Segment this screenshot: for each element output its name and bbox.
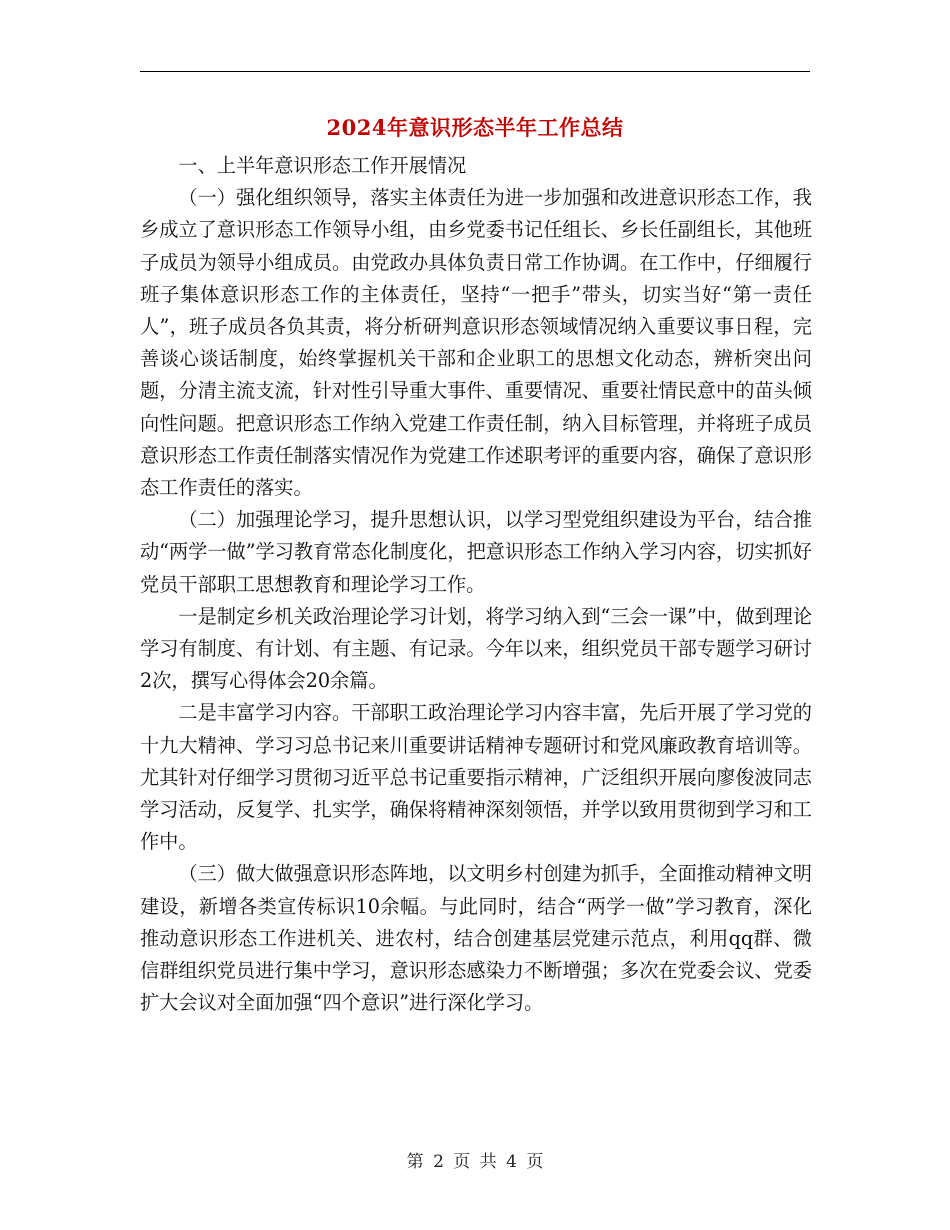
page-number-footer: 第 2 页 共 4 页	[406, 1152, 544, 1172]
document-title: 2024年意识形态半年工作总结	[326, 115, 624, 140]
document-body	[140, 150, 812, 1019]
section-heading: 一、上半年意识形态工作开展情况	[178, 154, 467, 177]
paragraph-positions: （三）做大做强意识形态阵地，以文明乡村创建为抓手，全面推动精神文明建设，新增各类宣传标识10余幅。与此同时，结合“两学一做”学习教育，深化推动意识形态工作进机关、进农村，结合创建基层党建示范点，利用qq群、微信群组织党员进行集中学习，意识形态感染力不断增强；多次在党委会议、党委扩大会议对全面加强“四个意识”进行深化学习。	[140, 862, 812, 1015]
header-rule	[140, 71, 810, 72]
paragraph-study-plan: 一是制定乡机关政治理论学习计划，将学习纳入到“三会一课”中，做到理论学习有制度、有计划、有主题、有记录。今年以来，组织党员干部专题学习研讨2次，撰写心得体会20余篇。	[140, 604, 813, 693]
paragraph-study-content: 二是丰富学习内容。干部职工政治理论学习内容丰富，先后开展了学习党的十九大精神、学习习总书记来川重要讲话精神专题研讨和党风廉政教育培训等。尤其针对仔细学习贯彻习近平总书记重要指示精神，广泛组织开展向廖俊波同志学习活动，反复学、扎实学，确保将精神深刻领悟，并学以致用贯彻到学习和工作中。	[140, 701, 812, 854]
paragraph-theory-study: （二）加强理论学习，提升思想认识，以学习型党组织建设为平台，结合推动“两学一做”学习教育常态化制度化，把意识形态工作纳入学习内容，切实抓好党员干部职工思想教育和理论学习工作。	[140, 508, 812, 596]
paragraph-organization: （一）强化组织领导，落实主体责任为进一步加强和改进意识形态工作，我乡成立了意识形态工作领导小组，由乡党委书记任组长、乡长任副组长，其他班子成员为领导小组成员。由党政办具体负责日常工作协调。在工作中，仔细履行班子集体意识形态工作的主体责任，坚持“一把手”带头，切实当好“第一责任人”，班子成员各负其责，将分析研判意识形态领域情况纳入重要议事日程，完善谈心谈话制度，始终掌握机关干部和企业职工的思想文化动态，辨析突出问题，分清主流支流，针对性引导重大事件、重要情况、重要社情民意中的苗头倾向性问题。把意识形态工作纳入党建工作责任制，纳入目标管理，并将班子成员意识形态工作责任制落实情况作为党建工作述职考评的重要内容，确保了意识形态工作责任的落实。	[140, 186, 812, 500]
